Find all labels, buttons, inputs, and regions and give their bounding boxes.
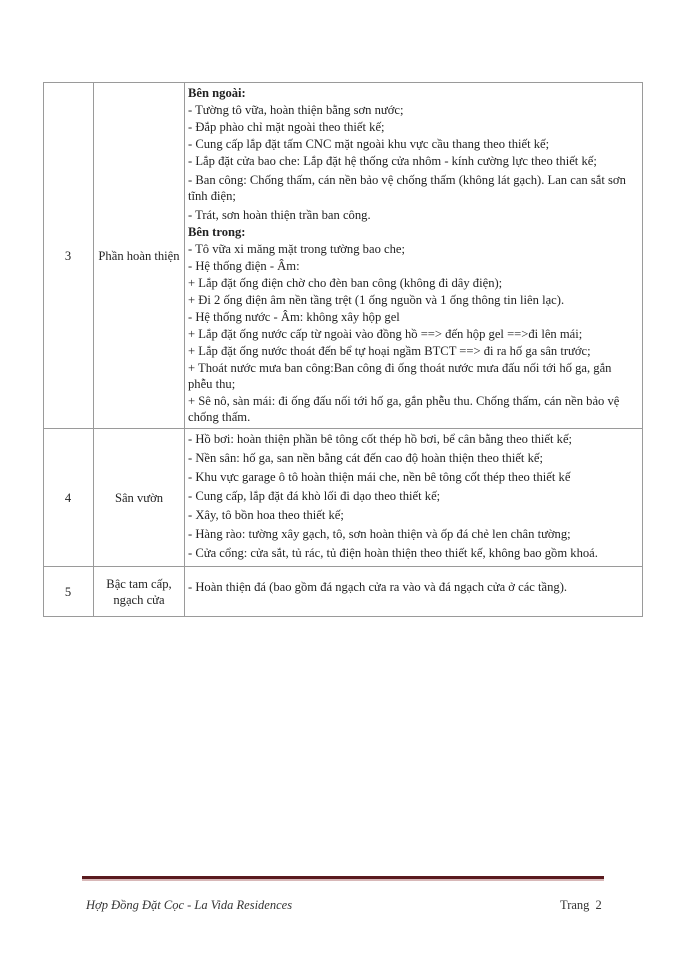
row-number: 5 (44, 567, 94, 617)
specification-table (43, 82, 643, 617)
list-item: - Xây, tô bồn hoa theo thiết kế; (188, 508, 344, 522)
row-number: 4 (44, 429, 94, 567)
footer-divider (82, 876, 604, 879)
table-row (44, 429, 643, 567)
table-row (44, 83, 643, 429)
list-item: - Hệ thống điện - Âm: (188, 259, 300, 273)
list-item: + Sê nô, sàn mái: đi ống đấu nối tới hố ga, gắn phễu thu. Chống thấm, cán nền bảo vệ chống thấm. (188, 394, 620, 424)
list-item: + Thoát nước mưa ban công:Ban công đi ống thoát nước mưa đấu nối tới hố ga, gắn phễu thu; (188, 361, 612, 391)
section-title-interior: Bên trong: (188, 225, 246, 239)
list-item: - Hồ bơi: hoàn thiện phần bê tông cốt thép hồ bơi, bể cân bằng theo thiết kế; (188, 432, 573, 446)
list-item: - Ban công: Chống thấm, cán nền bảo vệ chống thấm (không lát gạch). Lan can sắt sơn tĩnh điện; (188, 173, 626, 203)
row-number: 3 (44, 83, 94, 429)
list-item: - Tô vữa xi măng mặt trong tường bao che; (188, 242, 405, 256)
list-item: - Cung cấp lắp đặt tấm CNC mặt ngoài khu vực cầu thang theo thiết kế; (188, 137, 550, 151)
row-description (185, 567, 643, 617)
row-description (185, 83, 643, 429)
list-item: - Hệ thống nước - Âm: không xây hộp gel (188, 310, 400, 324)
table-row (44, 567, 643, 617)
footer-document-title: Hợp Đồng Đặt Cọc - La Vida Residences (86, 898, 293, 912)
list-item: - Hàng rào: tường xây gạch, tô, sơn hoàn thiện và ốp đá chẻ len chân tường; (188, 527, 571, 541)
list-item: - Trát, sơn hoàn thiện trần ban công. (188, 208, 371, 222)
list-item: + Lắp đặt ống nước thoát đến bể tự hoại ngầm BTCT ==> đi ra hố ga sân trước; (188, 344, 591, 358)
footer-page-number (560, 898, 602, 913)
row-category: Sân vườn (94, 429, 185, 567)
list-item: + Lắp đặt ống điện chờ cho đèn ban công (không đi dây điện); (188, 276, 503, 290)
section-title-exterior: Bên ngoài: (188, 86, 246, 100)
list-item: - Tường tô vữa, hoàn thiện bằng sơn nước; (188, 103, 404, 117)
list-item: - Hoàn thiện đá (bao gồm đá ngạch cửa ra vào và đá ngạch cửa ở các tầng). (188, 580, 568, 594)
list-item: - Đắp phào chỉ mặt ngoài theo thiết kế; (188, 120, 385, 134)
list-item: - Khu vực garage ô tô hoàn thiện mái che, nền bê tông cốt thép theo thiết kế (188, 470, 571, 484)
row-category: Bậc tam cấp, ngạch cửa (94, 567, 185, 617)
list-item: + Lắp đặt ống nước cấp từ ngoài vào đồng hồ ==> đến hộp gel ==>đi lên mái; (188, 327, 583, 341)
list-item: + Đi 2 ống điện âm nền tầng trệt (1 ống nguồn và 1 ống thông tin liên lạc). (188, 293, 565, 307)
list-item: - Nền sân: hố ga, san nền bằng cát đến cao độ hoàn thiện theo thiết kế; (188, 451, 543, 465)
row-description (185, 429, 643, 567)
page-label: Trang (560, 898, 590, 912)
row-category: Phần hoàn thiện (94, 83, 185, 429)
list-item: - Lắp đặt cửa bao che: Lắp đặt hệ thống cửa nhôm - kính cường lực theo thiết kế; (188, 154, 597, 168)
list-item: - Cửa cổng: cửa sắt, tủ rác, tủ điện hoàn thiện theo thiết kế, không bao gồm khoá. (188, 546, 598, 560)
list-item: - Cung cấp, lắp đặt đá khò lối đi dạo theo thiết kế; (188, 489, 441, 503)
page-number: 2 (595, 898, 602, 912)
